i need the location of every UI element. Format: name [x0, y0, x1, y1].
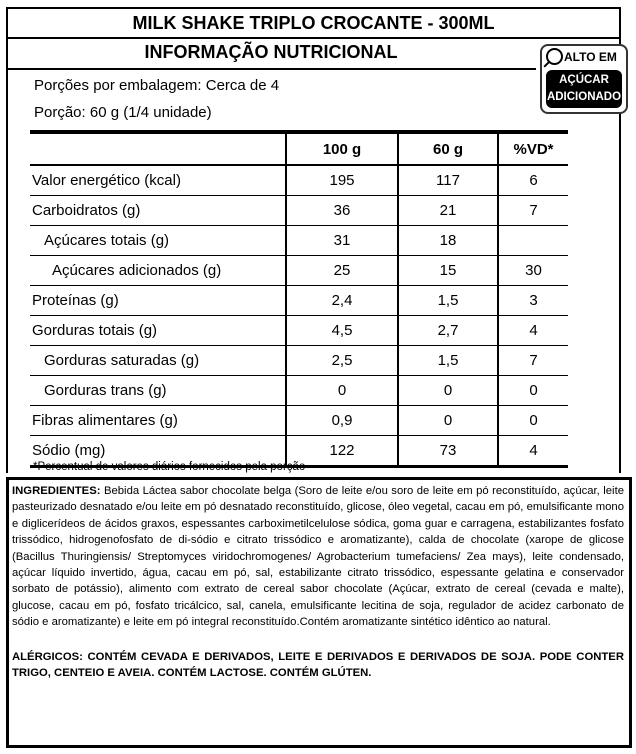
cell-v60: 15: [398, 256, 498, 286]
cell-vd: 6: [498, 165, 568, 196]
cell-v100: 0: [286, 376, 398, 406]
cell-vd: 3: [498, 286, 568, 316]
servings-per-package: Porções por embalagem: Cerca de 4: [34, 77, 280, 94]
cell-vd: [498, 226, 568, 256]
cell-label: Gorduras trans (g): [30, 376, 286, 406]
table-row: [30, 316, 568, 346]
cell-v60: 73: [398, 436, 498, 467]
cell-vd: 4: [498, 316, 568, 346]
cell-v100: 31: [286, 226, 398, 256]
cell-v60: 1,5: [398, 346, 498, 376]
table-row: [30, 196, 568, 226]
nutrition-heading: INFORMAÇÃO NUTRICIONAL: [6, 37, 536, 70]
serving-size: Porção: 60 g (1/4 unidade): [34, 104, 212, 121]
cell-vd: 4: [498, 436, 568, 467]
cell-label: Proteínas (g): [30, 286, 286, 316]
cell-label: Açúcares adicionados (g): [30, 256, 286, 286]
seal-line2: ADICIONADO: [546, 91, 622, 103]
cell-vd: 30: [498, 256, 568, 286]
cell-v100: 122: [286, 436, 398, 467]
cell-v60: 117: [398, 165, 498, 196]
cell-v60: 0: [398, 376, 498, 406]
table-row: [30, 226, 568, 256]
product-title: MILK SHAKE TRIPLO CROCANTE - 300ML: [6, 7, 621, 39]
header-100g: 100 g: [286, 132, 398, 165]
cell-v100: 4,5: [286, 316, 398, 346]
cell-v60: 21: [398, 196, 498, 226]
cell-vd: 7: [498, 346, 568, 376]
header-60g: 60 g: [398, 132, 498, 165]
cell-v100: 36: [286, 196, 398, 226]
cell-v100: 0,9: [286, 406, 398, 436]
table-row: [30, 256, 568, 286]
seal-bottom: [546, 70, 622, 108]
cell-vd: 0: [498, 406, 568, 436]
table-row: [30, 346, 568, 376]
seal-line1: AÇÚCAR: [559, 74, 609, 86]
seal-top-text: ALTO EM: [564, 50, 617, 64]
cell-vd: 0: [498, 376, 568, 406]
magnifier-icon: [546, 48, 563, 65]
cell-vd: 7: [498, 196, 568, 226]
ingredients-list: Bebida Láctea sabor chocolate belga (Soro de leite e/ou soro de leite em pó reconstituído, açúcar, leite pasteurizado desnatado e/ou leite em pó desnatado reconstituído, glicose, óleo vegetal, cacau em pó, emulsificante mono e diglicerídeos de ácidos graxos, espessantes carboximetilcelulose sódica, goma guar e carragena, estabilizantes fosfato trissódico, hidrogenofosfato de di-sódio e citrato trissódico e aromatizante), calda de chocolate (xarope de glicose (Bacillus Thuringiensis/ Streptomyces viridochromogenes/ Agrobacterium tumefaciens/ Zea mays), leite condensado, açúcar líquido invertido, água, cacau em pó, sal, estabilizante citrato trissódico, espessante gelatina e conservador sorbato de potássio), alimento com extrato de cereal sabor chocolate (Açúcar, extrato de cereal (cevada e malte), glucose, cacau em pó, fosfato tricálcico, sal, canela, emulsificante lecitina de soja, regulador de acidez carbonato de sódio e aromatizante) e leite em pó integral reconstituído.Contém aromatizante sintético idêntico ao natural.: [12, 485, 624, 629]
nutrition-table: [30, 130, 568, 468]
cell-v60: 1,5: [398, 286, 498, 316]
cell-v60: 0: [398, 406, 498, 436]
table-row: [30, 376, 568, 406]
cell-label: Valor energético (kcal): [30, 165, 286, 196]
ingredients-text: [12, 483, 624, 631]
cell-label: Fibras alimentares (g): [30, 406, 286, 436]
table-row: [30, 286, 568, 316]
cell-v60: 2,7: [398, 316, 498, 346]
cell-v100: 25: [286, 256, 398, 286]
cell-v100: 195: [286, 165, 398, 196]
cell-label: Gorduras totais (g): [30, 316, 286, 346]
cell-label: Sódio (mg): [30, 436, 286, 467]
cell-label: Carboidratos (g): [30, 196, 286, 226]
header-blank: [30, 132, 286, 165]
cell-v100: 2,4: [286, 286, 398, 316]
cell-label: Gorduras saturadas (g): [30, 346, 286, 376]
cell-label: Açúcares totais (g): [30, 226, 286, 256]
footnote: *Percentual de valores diários fornecidos pela porção: [33, 461, 306, 473]
table-row: [30, 406, 568, 436]
allergens: ALÉRGICOS: CONTÉM CEVADA E DERIVADOS, LEITE E DERIVADOS E DERIVADOS DE SOJA. PODE CONTER TRIGO, CENTEIO E AVEIA. CONTÉM LACTOSE. CONTÉM GLÚTEN.: [12, 650, 624, 680]
ingredients-label: INGREDIENTES:: [12, 485, 101, 497]
ingredients-box: [6, 477, 632, 748]
table-header: [30, 132, 568, 165]
header-vd: %VD*: [498, 132, 568, 165]
cell-v100: 2,5: [286, 346, 398, 376]
table-row: [30, 165, 568, 196]
cell-v60: 18: [398, 226, 498, 256]
high-added-sugar-seal: [540, 44, 628, 114]
